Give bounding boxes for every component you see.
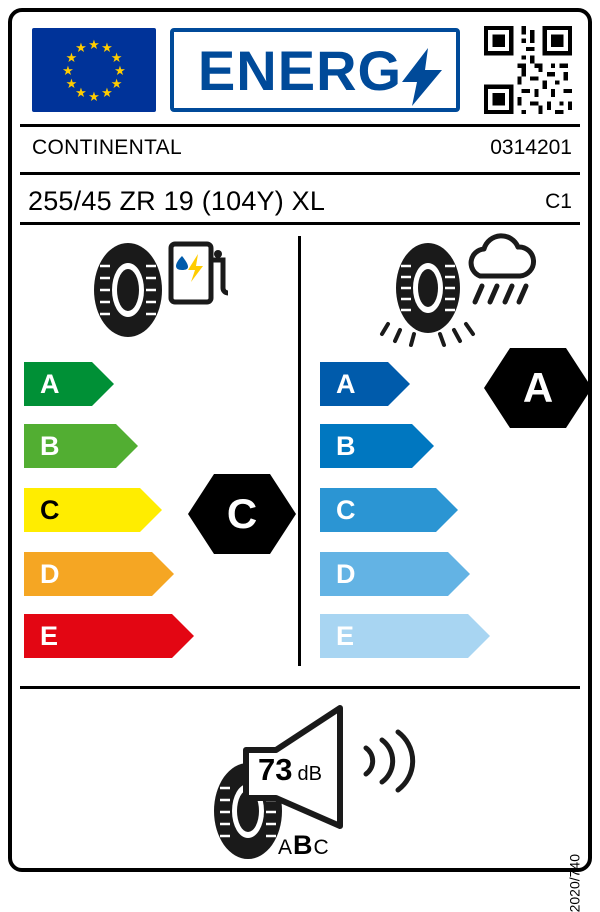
wet-result-letter: A [522,364,554,411]
fuel-grade-e-letter: E [40,620,59,651]
fuel-grade-a [24,362,92,406]
wet-grade-e [320,614,468,658]
energ-logo-text: ENERG [197,38,403,102]
fuel-pump-icon [168,238,232,306]
fuel-grade-a-letter: A [40,368,60,399]
noise-class-a: A [278,836,294,859]
rain-cloud-icon [462,236,538,316]
energ-logo [170,28,460,112]
eu-star: ★ [101,85,113,101]
eu-star: ★ [65,49,78,65]
wet-grade-d [320,552,448,596]
sound-waves-icon [360,726,418,796]
eu-star: ★ [65,75,78,91]
lightning-bolt-icon [402,48,442,106]
wet-grade-c [320,488,436,532]
eu-star: ★ [88,88,100,104]
eu-flag-icon [32,28,156,112]
noise-value-group [258,752,322,788]
wet-grade-a [320,362,388,406]
noise-class-scale [278,830,330,861]
wet-result-badge [498,348,578,428]
noise-class-selected: B [293,830,314,860]
divider-center [298,236,301,666]
fuel-result-letter: C [226,490,258,537]
divider-size [20,222,580,225]
divider-noise [20,686,580,689]
fuel-grade-b [24,424,116,468]
brand-name: CONTINENTAL [32,136,182,159]
noise-db-unit: dB [297,763,322,785]
regulation-code: 2020/740 [566,854,582,912]
eu-star: ★ [75,39,87,55]
eu-star: ★ [114,62,126,78]
fuel-grade-d-letter: D [40,558,60,589]
wet-grade-e-letter: E [336,620,355,651]
fuel-grade-d [24,552,152,596]
wet-grade-c-letter: C [336,494,356,525]
noise-class-c: C [313,836,330,859]
eu-star: ★ [75,85,87,101]
product-code: 0314201 [490,136,572,159]
noise-db-value: 73 [258,752,293,787]
wet-grade-a-letter: A [336,368,356,399]
tyre-class-code: C1 [545,190,572,213]
tyre-icon [78,240,178,340]
divider-header [20,124,580,127]
fuel-grade-b-letter: B [40,430,60,461]
qr-code-icon [484,26,572,114]
tyre-size: 255/45 ZR 19 (104Y) XL [28,186,326,216]
eu-star: ★ [62,62,74,78]
wet-grade-d-letter: D [336,558,356,589]
divider-brand [20,172,580,175]
wet-grade-b [320,424,412,468]
fuel-grade-e [24,614,172,658]
fuel-result-badge [202,474,282,554]
eu-star: ★ [88,36,100,52]
fuel-grade-c [24,488,140,532]
fuel-grade-c-letter: C [40,494,60,525]
eu-star: ★ [110,49,123,65]
eu-star: ★ [110,75,123,91]
eu-star: ★ [101,39,113,55]
wet-grade-b-letter: B [336,430,356,461]
